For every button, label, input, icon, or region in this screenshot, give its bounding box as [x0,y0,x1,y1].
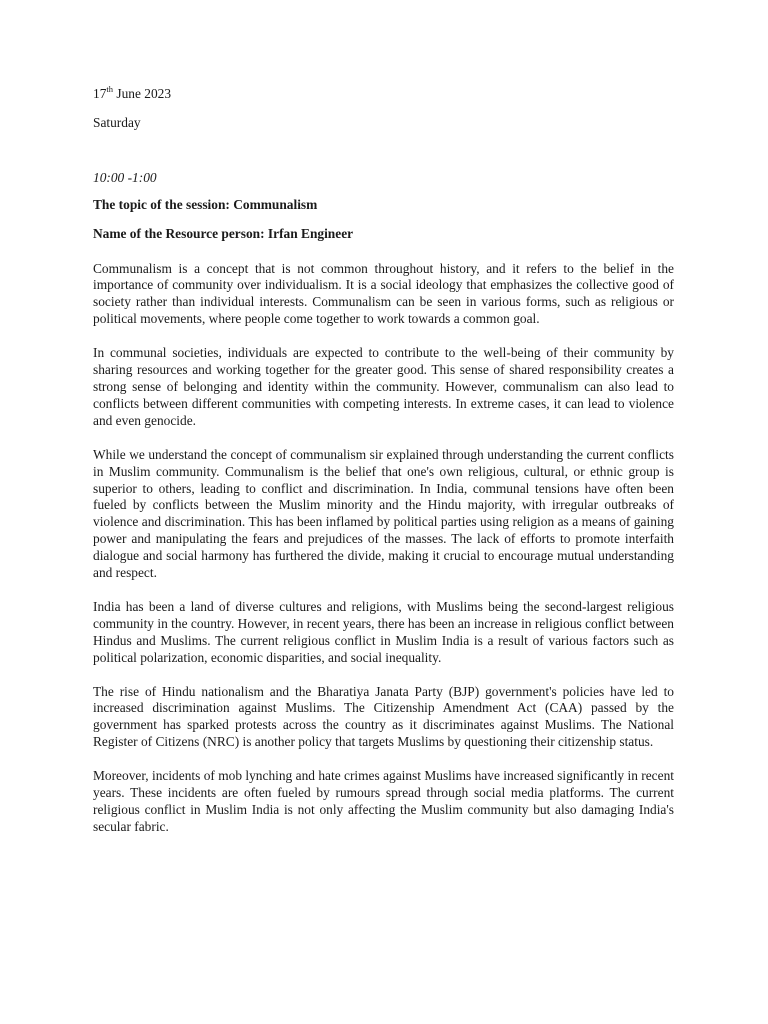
date-day: 17 [93,86,107,101]
document-page [93,83,674,836]
session-topic: The topic of the session: Communalism [93,196,318,212]
session-weekday: Saturday [93,114,141,130]
resource-person: Name of the Resource person: Irfan Engineer [93,225,354,241]
paragraph-2: In communal societies, individuals are expected to contribute to the well-being of their community by sharing resources and working together for the greater good. This sense of shared responsibility creates a strong sense of belonging and identity within the community. However, communalism can also lead to conflicts between different communities with competing interests. In extreme cases, it can lead to violence and even genocide. [93,345,674,428]
session-date [93,83,674,103]
paragraph-5: The rise of Hindu nationalism and the Bharatiya Janata Party (BJP) government's policies have led to increased discrimination against Muslims. The Citizenship Amendment Act (CAA) passed by the government has sparked protests across the country as it discriminates against Muslims. The National Register of Citizens (NRC) is another policy that targets Muslims by questioning their citizenship status. [93,683,674,750]
session-time: 10:00 -1:00 [93,169,157,185]
date-suffix: th [106,83,114,94]
date-month-year: June 2023 [113,86,172,101]
paragraph-6: Moreover, incidents of mob lynching and hate crimes against Muslims have increased significantly in recent years. These incidents are often fueled by rumours spread through social media platforms. The current religious conflict in Muslim India is not only affecting the Muslim community but also damaging India's secular fabric. [93,768,674,834]
paragraph-1: Communalism is a concept that is not common throughout history, and it refers to the belief in the importance of community over individualism. It is a social ideology that emphasizes the collective good of society rather than individual interests. Communalism can be seen in various forms, such as religious or political movements, where people come together to work towards a common goal. [93,260,674,327]
paragraph-3: While we understand the concept of communalism sir explained through understanding the current conflicts in Muslim community. Communalism is the belief that one's own religious, cultural, or ethnic group is superior to others, leading to conflict and discrimination. In India, communal tensions have often been fueled by conflicts between the Muslim minority and the Hindu majority, with irregular outbreaks of violence and discrimination. This has been inflamed by political parties using religion as a means of gaining power and manipulating the fears and prejudices of the masses. The lack of efforts to promote interfaith dialogue and social harmony has furthered the divide, making it crucial to encourage mutual understanding and respect. [93,446,674,581]
paragraph-4: India has been a land of diverse cultures and religions, with Muslims being the second-largest religious community in the country. However, in recent years, there has been an increase in religious conflict between Hindus and Muslims. The current religious conflict in Muslim India is a result of various factors such as political polarization, economic disparities, and social inequality. [93,598,674,665]
